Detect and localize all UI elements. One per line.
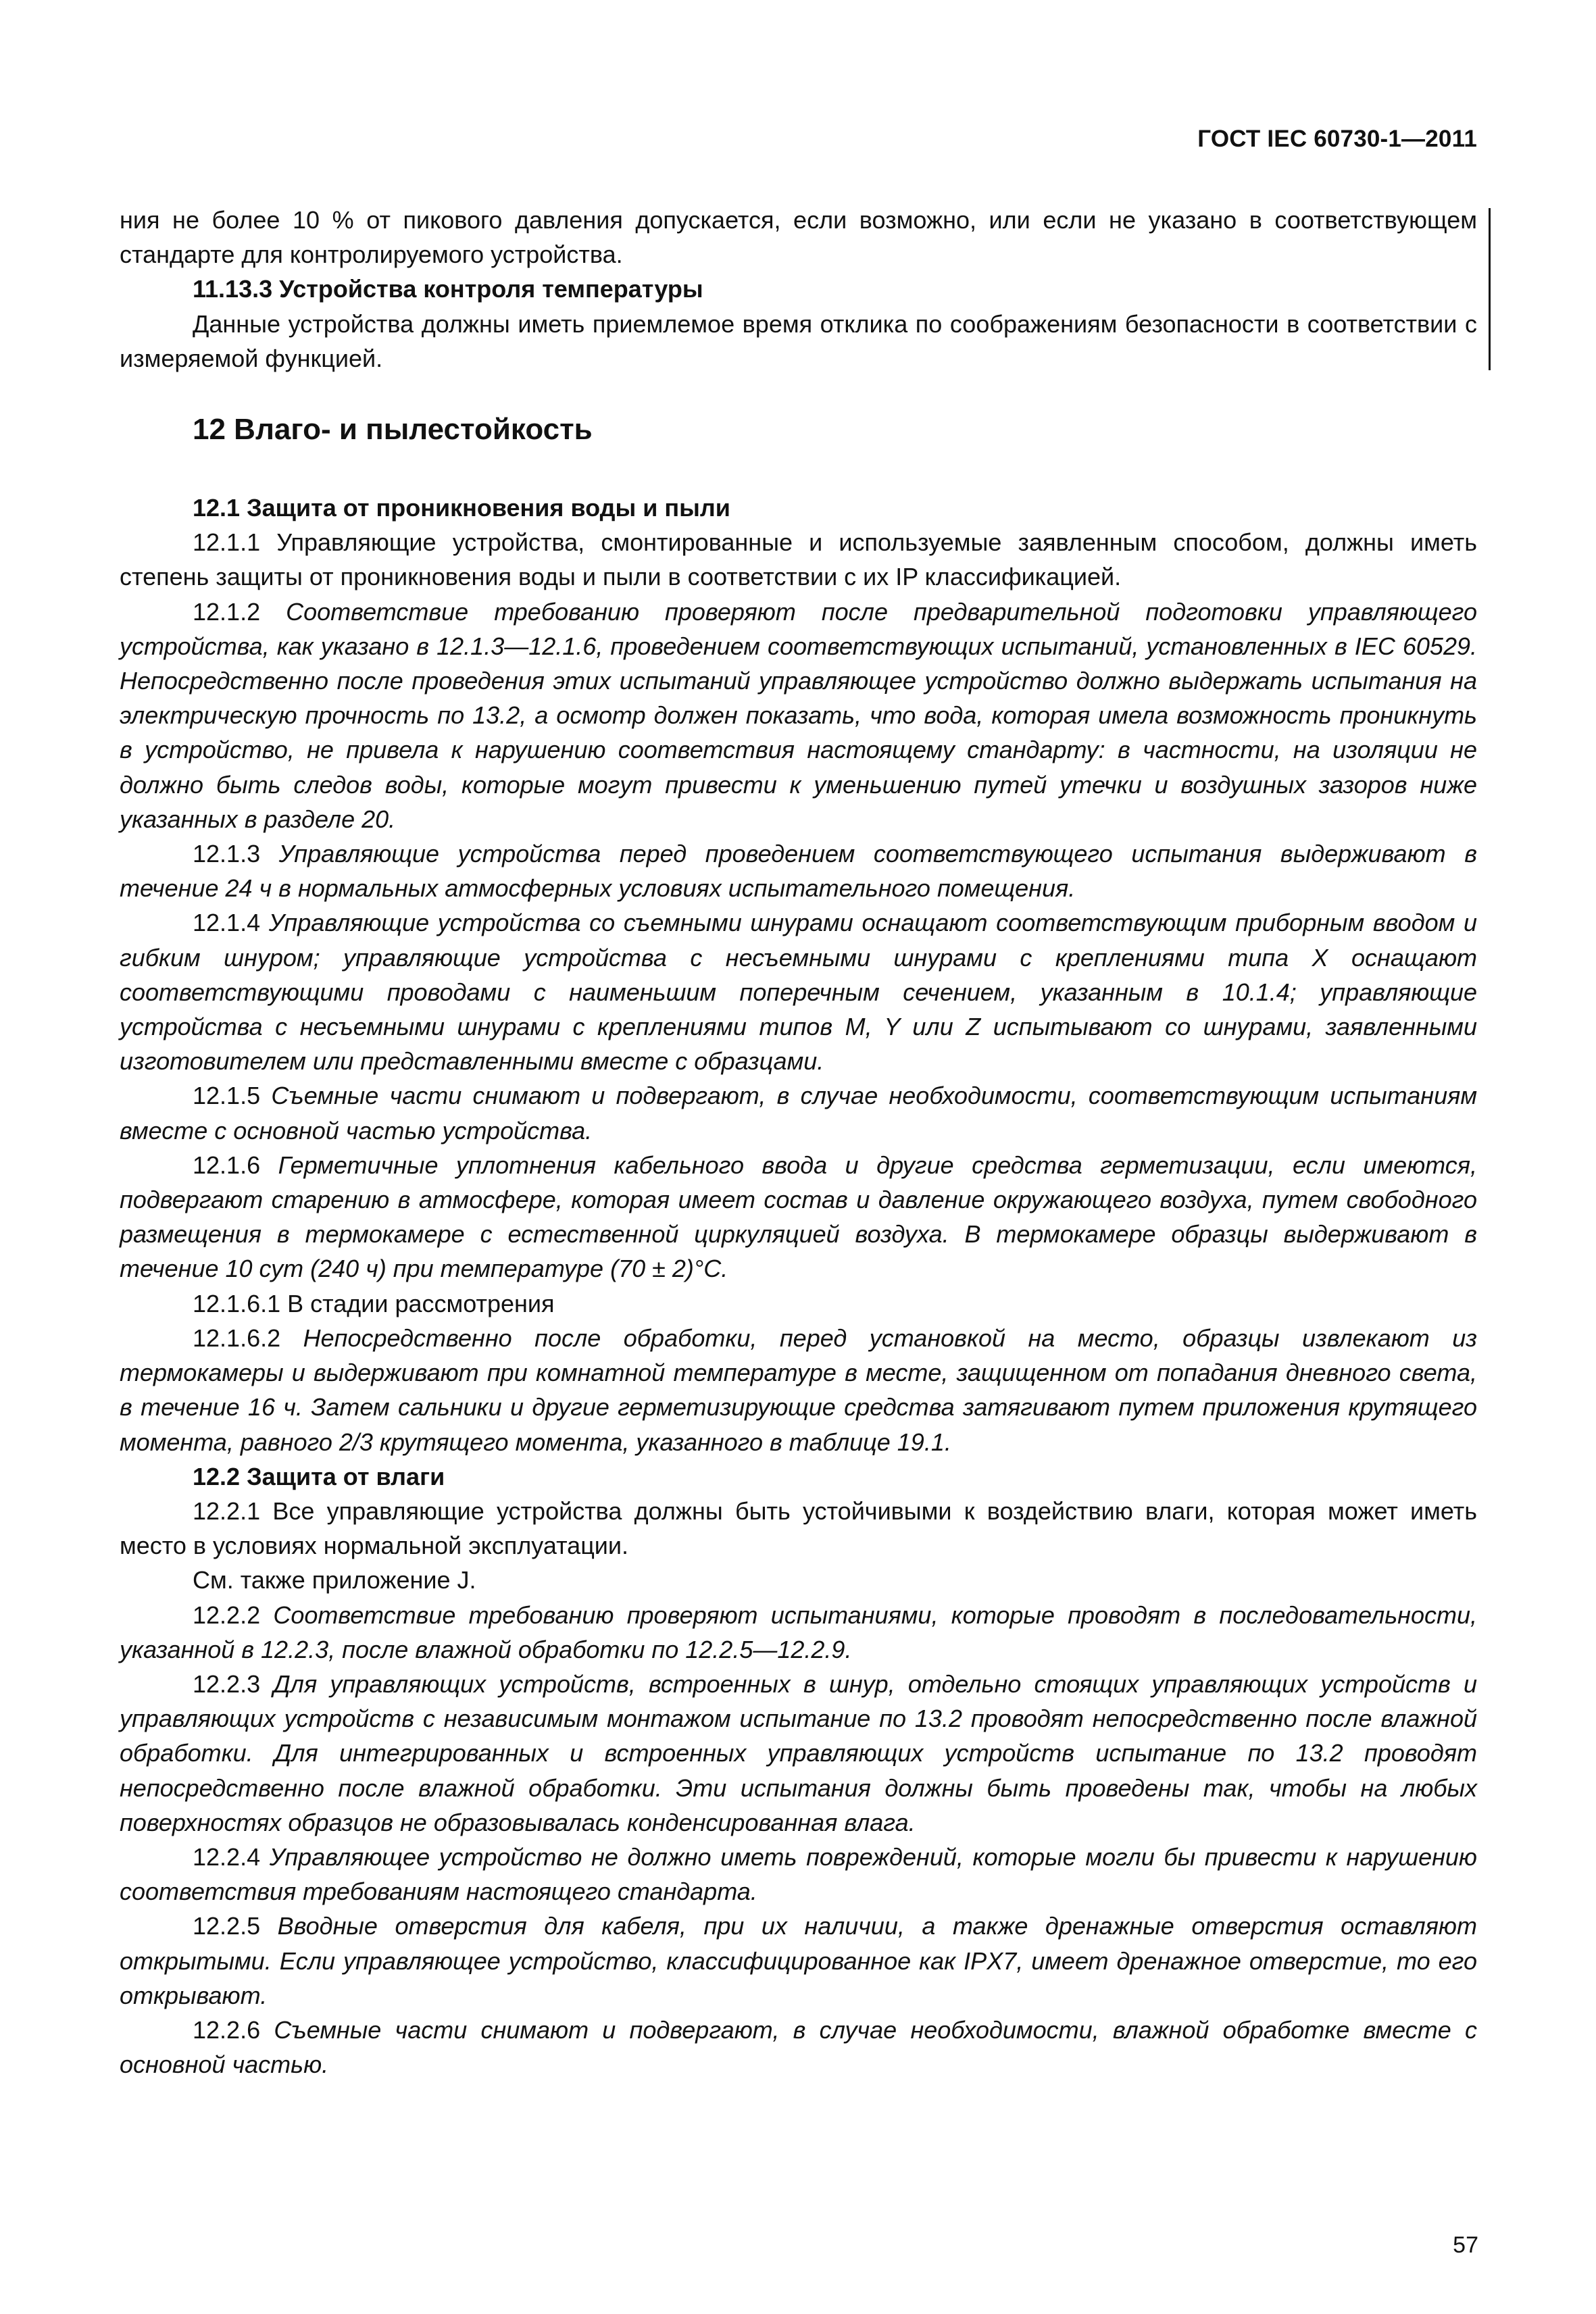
paragraph-continuation: ния не более 10 % от пикового давления допускается, если возможно, или если не указано в соответствующем стандарте для контролируемого устройства. [120,206,1477,269]
paragraph-12-2-2 [120,1598,1477,1667]
clause-text-italic: Для управляющих устройств, встроенных в шнур, отдельно стоящих управляющих устройств и управляющих устройств с независимым монтажом испытание по 13.2 проводят непосредственно после влажной обработки. Для интегрированных и встроенных управляющих устройств испытание по 13.2 проводят непосредственно после влажной обработки. Эти испытания должны быть проведены так, чтобы на любых поверхностях образцов не образовывалась конденсированная влага. [120,1669,1478,1836]
clause-text-italic: Съемные части снимают и подвергают, в случае необходимости, влажной обработке вместе с основной частью. [120,2015,1478,2079]
paragraph-12-1-5 [120,1078,1477,1147]
paragraph-12-1-4 [120,905,1477,1078]
paragraph-12-1-6-2 [120,1321,1477,1459]
paragraph-12-1-1: 12.1.1 Управляющие устройства, смонтированные и используемые заявленным способом, должны иметь степень защиты от проникновения воды и пыли в соответствии с их IP классификацией. [120,528,1477,591]
section-heading-12: 12 Влаго- и пылестойкость [193,413,593,447]
clause-number: 12.2.5 [193,1912,278,1940]
clause-number: 12.1.4 [193,909,269,937]
subclause-heading-12-1: 12.1 Защита от проникновения воды и пыли [193,494,730,522]
clause-number: 12.1.3 [193,840,279,868]
clause-number: 12.2.6 [193,2015,274,2044]
paragraph-11-13-3: Данные устройства должны иметь приемлемое время отклика по соображениям безопасности в соответствии с измеряемой функцией. [120,309,1477,372]
paragraph-12-1-6-1: 12.1.6.1 В стадии рассмотрения [193,1289,555,1317]
clause-text-italic: Герметичные уплотнения кабельного ввода и другие средства герметизации, если имеются, подвергают старению в атмосфере, которая имеет состав и давление окружающего воздуха, путем свободного размещения в термокамере с естественной циркуляцией воздуха. В термокамере образцы выдерживают в течение 10 сут (240 ч) при температуре (70 ± 2)°С. [120,1151,1477,1283]
clause-number: 12.2.2 [193,1601,274,1629]
clause-text-italic: Вводные отверстия для кабеля, при их наличии, а также дренажные отверстия оставляют открытыми. Если управляющее устройство, классифицированное как IPX7, имеет дренажное отверстие, то его открывают. [120,1912,1477,2009]
clause-text-italic: Непосредственно после обработки, перед установкой на место, образцы извлекают из термокамеры и выдерживают при комнатной температуре в месте, защищенном от попадания дневного света, в течение 16 ч. Затем сальники и другие герметизирующие средства затягивают путем приложения крутящего момента, равного 2/3 крутящего момента, указанного в таблице 19.1. [120,1324,1477,1456]
clause-text-italic: Управляющее устройство не должно иметь повреждений, которые могли бы привести к нарушению соответствия требованиям настоящего стандарта. [120,1842,1477,1906]
paragraph-12-2-3 [120,1667,1477,1840]
document-body [120,203,1477,2082]
paragraph-12-2-1: 12.2.1 Все управляющие устройства должны быть устойчивыми к воздействию влаги, которая может иметь место в условиях нормальной эксплуатации. [120,1496,1477,1560]
paragraph-12-1-6 [120,1148,1477,1286]
clause-text-italic: Управляющие устройства перед проведением соответствующего испытания выдерживают в течение 24 ч в нормальных атмосферных условиях испытательного помещения. [120,840,1477,903]
document-header: ГОСТ IEC 60730-1—2011 [1197,126,1477,152]
page-number: 57 [1453,2232,1478,2258]
paragraph-12-2-5 [120,1909,1477,2013]
paragraph-see-annex-j: См. также приложение J. [193,1566,476,1594]
subclause-heading-12-2: 12.2 Защита от влаги [193,1462,445,1490]
clause-number: 12.1.5 [193,1082,272,1110]
clause-number: 12.1.6 [193,1151,278,1179]
paragraph-12-1-2 [120,595,1477,836]
clause-number: 12.2.4 [193,1842,270,1871]
clause-number: 12.1.2 [193,597,286,626]
clause-number: 12.2.3 [193,1669,274,1698]
subclause-heading-11-13-3: 11.13.3 Устройства контроля температуры [193,275,703,303]
clause-text-italic: Соответствие требованию проверяют после предварительной подготовки управляющего устройства, как указано в 12.1.3—12.1.6, проведением соответствующих испытаний, установленных в IEC 60529. Непосредственно после проведения этих испытаний управляющее устройство должно выдержать испытания на электрическую прочность по 13.2, а осмотр должен показать, что вода, которая имела возможность проникнуть в устройство, не привела к нарушению соответствия настоящему стандарту: в частности, на изоляции не должно быть следов воды, которые могут привести к уменьшению путей утечки и воздушных зазоров ниже указанных в разделе 20. [120,597,1477,833]
revision-change-bar [1489,208,1491,370]
clause-number: 12.1.6.2 [193,1324,303,1352]
clause-text-italic: Съемные части снимают и подвергают, в случае необходимости, соответствующим испытаниям вместе с основной частью устройства. [120,1082,1478,1145]
paragraph-12-2-6 [120,2013,1477,2082]
paragraph-12-1-3 [120,836,1477,905]
paragraph-12-2-4 [120,1840,1477,1909]
clause-text-italic: Соответствие требованию проверяют испытаниями, которые проводят в последовательности, указанной в 12.2.3, после влажной обработки по 12.2.5—12.2.9. [120,1601,1477,1663]
clause-text-italic: Управляющие устройства со съемными шнурами оснащают соответствующим приборным вводом и гибким шнуром; управляющие устройства с несъемными шнурами с креплениями типа X оснащают соответствующими проводами с наименьшим поперечным сечением, указанным в 10.1.4; управляющие устройства с несъемными шнурами с креплениями типов M, Y или Z испытывают со шнурами, заявленными изготовителем или представленными вместе с образцами. [120,909,1478,1076]
